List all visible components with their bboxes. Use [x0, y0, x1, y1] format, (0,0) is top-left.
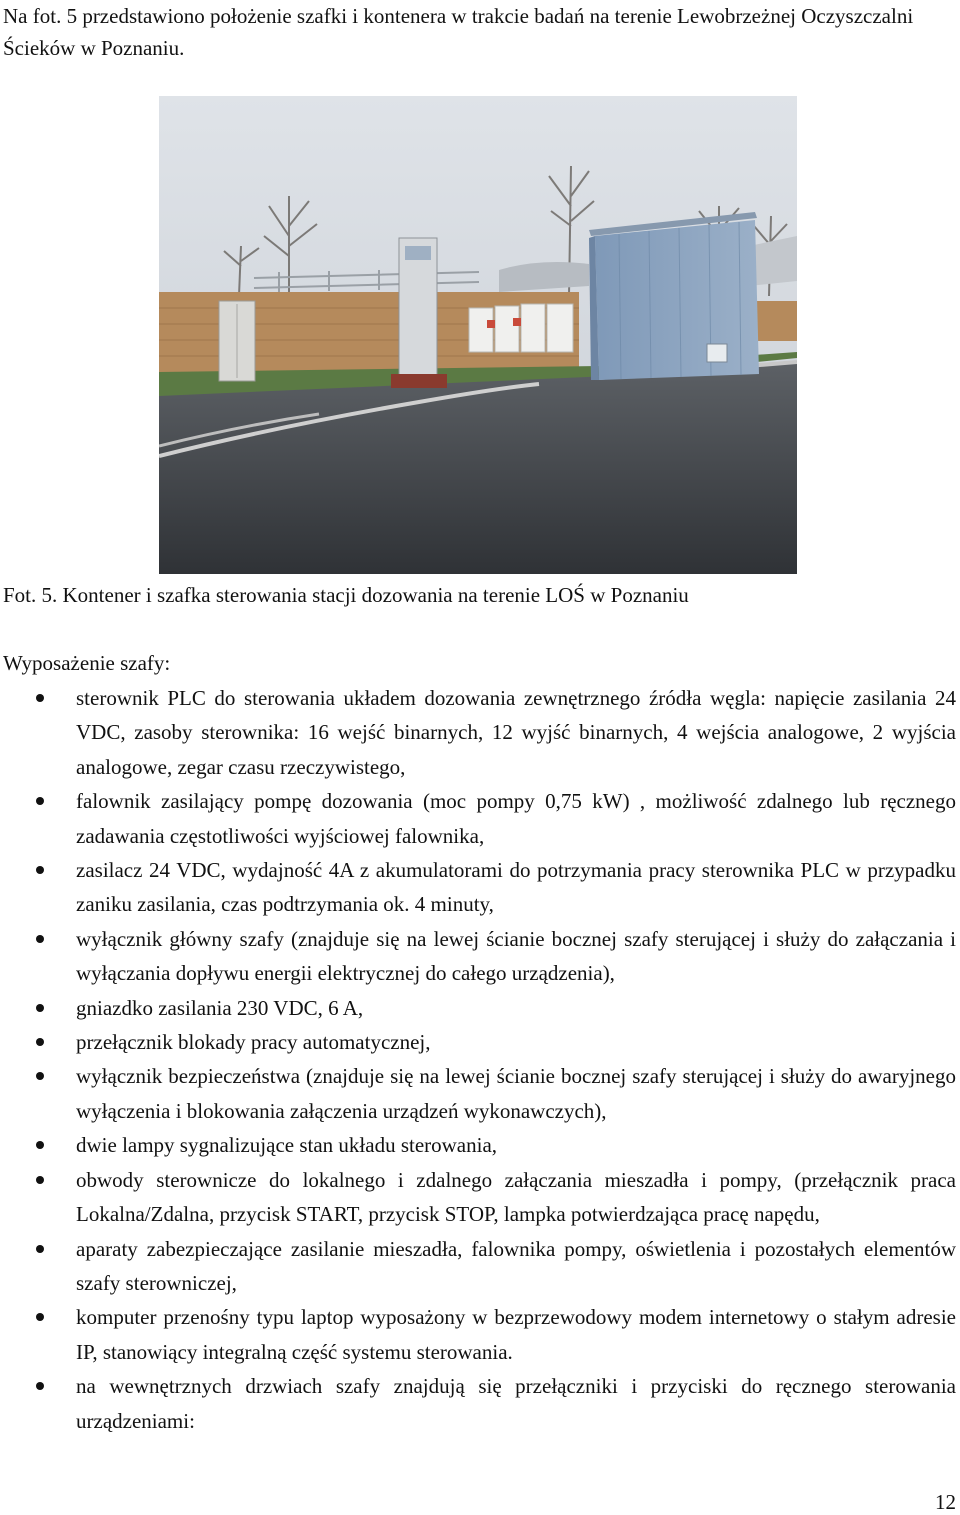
list-item-text: przełącznik blokady pracy automatycznej,: [76, 1030, 431, 1055]
list-item: [0, 784, 960, 853]
bullet-icon: [36, 1245, 44, 1253]
intro-paragraph: Na fot. 5 przedstawiono położenie szafki i kontenera w trakcie badań na terenie Lewobrzeżnej Oczyszczalni Ścieków w Poznaniu.: [3, 4, 914, 60]
list-item-text: obwody sterownicze do lokalnego i zdalnego załączania mieszadła i pompy, (przełącznik praca Lokalna/Zdalna, przycisk START, przycisk STOP, lampka potwierdzająca pracę napędu,: [76, 1167, 956, 1227]
bullet-icon: [36, 1072, 44, 1080]
list-item-text: sterownik PLC do sterowania układem dozowania zewnętrznego źródła węgla: napięcie zasilania 24 VDC, zasoby sterownika: 16 wejść binarnych, 12 wyjść binarnych, 4 wejścia analogowe, 2 wyjścia analogowe, zegar czasu rzeczywistego,: [76, 686, 956, 779]
bullet-icon: [36, 797, 44, 805]
list-item: [0, 1369, 960, 1438]
list-item-text: zasilacz 24 VDC, wydajność 4A z akumulatorami do potrzymania pracy sterownika PLC w przypadku zaniku zasilania, czas podtrzymania ok. 4 minuty,: [76, 858, 956, 917]
list-item-text: komputer przenośny typu laptop wyposażony w bezprzewodowy modem internetowy o stałym adresie IP, stanowiący integralną część systemu sterowania.: [76, 1305, 956, 1364]
bullet-icon: [36, 1038, 44, 1046]
list-item: [0, 991, 960, 1025]
site-photo: [159, 96, 797, 574]
list-item: [0, 681, 960, 784]
list-item-text: gniazdko zasilania 230 VDC, 6 A,: [76, 995, 364, 1020]
bullet-icon: [36, 1141, 44, 1149]
bullet-icon: [36, 1382, 44, 1390]
list-item: [0, 922, 960, 991]
photo-caption: Fot. 5. Kontener i szafka sterowania stacji dozowania na terenie LOŚ w Poznaniu: [3, 583, 689, 607]
list-item-text: falownik zasilający pompę dozowania (moc pompy 0,75 kW) , możliwość zdalnego lub ręcznego zadawania częstotliwości wyjściowej falownika,: [76, 789, 956, 848]
list-item: [0, 1128, 960, 1162]
bullet-icon: [36, 1176, 44, 1184]
equipment-list: [0, 681, 960, 1438]
bullet-icon: [36, 935, 44, 943]
list-item-text: wyłącznik główny szafy (znajduje się na lewej ścianie bocznej szafy sterującej i służy do załączania i wyłączania dopływu energii elektrycznej do całego urządzenia),: [76, 926, 956, 986]
bullet-icon: [36, 1313, 44, 1321]
bullet-icon: [36, 694, 44, 702]
list-item-text: wyłącznik bezpieczeństwa (znajduje się na lewej ścianie bocznej szafy sterującej i służy do awaryjnego wyłączenia i blokowania załączenia urządzeń wykonawczych),: [76, 1064, 956, 1123]
list-item: [0, 1059, 960, 1128]
bullet-icon: [36, 1004, 44, 1012]
list-item-text: dwie lampy sygnalizujące stan układu sterowania,: [76, 1133, 498, 1158]
list-item: [0, 1232, 960, 1301]
photo-illustration: [159, 96, 797, 574]
section-heading: Wyposażenie szafy:: [3, 651, 171, 675]
list-item: [0, 853, 960, 922]
list-item: [0, 1163, 960, 1232]
bullet-icon: [36, 866, 44, 874]
list-item-text: aparaty zabezpieczające zasilanie mieszadła, falownika pompy, oświetlenia i pozostałych elementów szafy sterowniczej,: [76, 1236, 956, 1295]
list-item: [0, 1025, 960, 1059]
list-item: [0, 1300, 960, 1369]
list-item-text: na wewnętrznych drzwiach szafy znajdują się przełączniki i przyciski do ręcznego sterowania urządzeniami:: [76, 1374, 956, 1433]
page-number: 12: [935, 1490, 956, 1514]
